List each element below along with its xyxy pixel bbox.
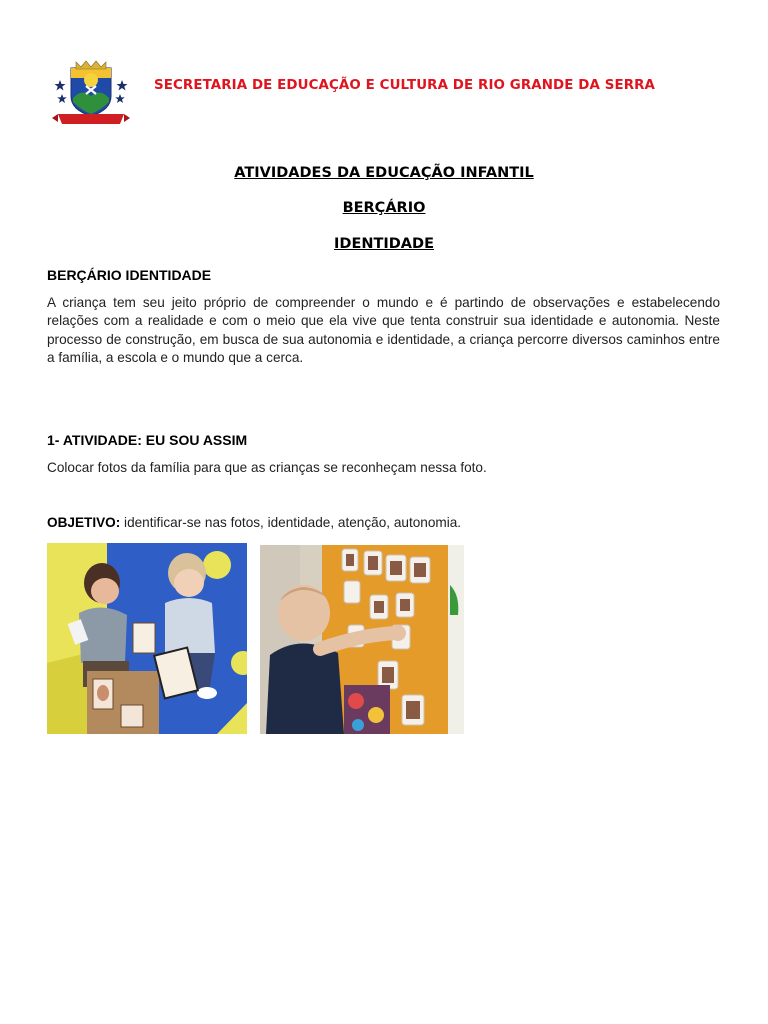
section-body-paragraph: A criança tem seu jeito próprio de compreender o mundo e é partindo de observações e estabelecendo relações com a realidade e com o meio que ela vive que tenta construir sua identidade e autonomia. Neste processo de construção, em busca de sua autonomia e identidade, a criança percorre diversos caminhos entre a família, a escola e o mundo que a cerca. bbox=[47, 295, 720, 366]
secretaria-title: SECRETARIA DE EDUCAÇÃO E CULTURA DE RIO GRANDE DA SERRA bbox=[154, 78, 655, 93]
activity-description: Colocar fotos da família para que as crianças se reconheçam nessa foto. bbox=[47, 460, 487, 475]
photo-children-with-family-pictures-icon bbox=[47, 543, 247, 734]
page-header bbox=[46, 58, 726, 130]
photo-baby-at-photo-wall-icon bbox=[260, 545, 464, 734]
photo-baby-at-photo-wall bbox=[260, 545, 464, 734]
document-title: ATIVIDADES DA EDUCAÇÃO INFANTIL bbox=[234, 165, 534, 181]
section-heading-bercario-identidade: BERÇÁRIO IDENTIDADE bbox=[47, 267, 212, 283]
objective-text: identificar-se nas fotos, identidade, atenção, autonomia. bbox=[120, 515, 462, 530]
activity-objective bbox=[47, 514, 720, 532]
objective-label: OBJETIVO: bbox=[47, 515, 121, 530]
document-subtitle-identidade: IDENTIDADE bbox=[334, 236, 434, 252]
photo-children-with-family-pictures bbox=[47, 543, 247, 734]
document-subtitle-bercario: BERÇÁRIO bbox=[342, 200, 426, 216]
coat-of-arms-icon bbox=[46, 58, 136, 128]
activity-heading: 1- ATIVIDADE: EU SOU ASSIM bbox=[47, 432, 248, 448]
